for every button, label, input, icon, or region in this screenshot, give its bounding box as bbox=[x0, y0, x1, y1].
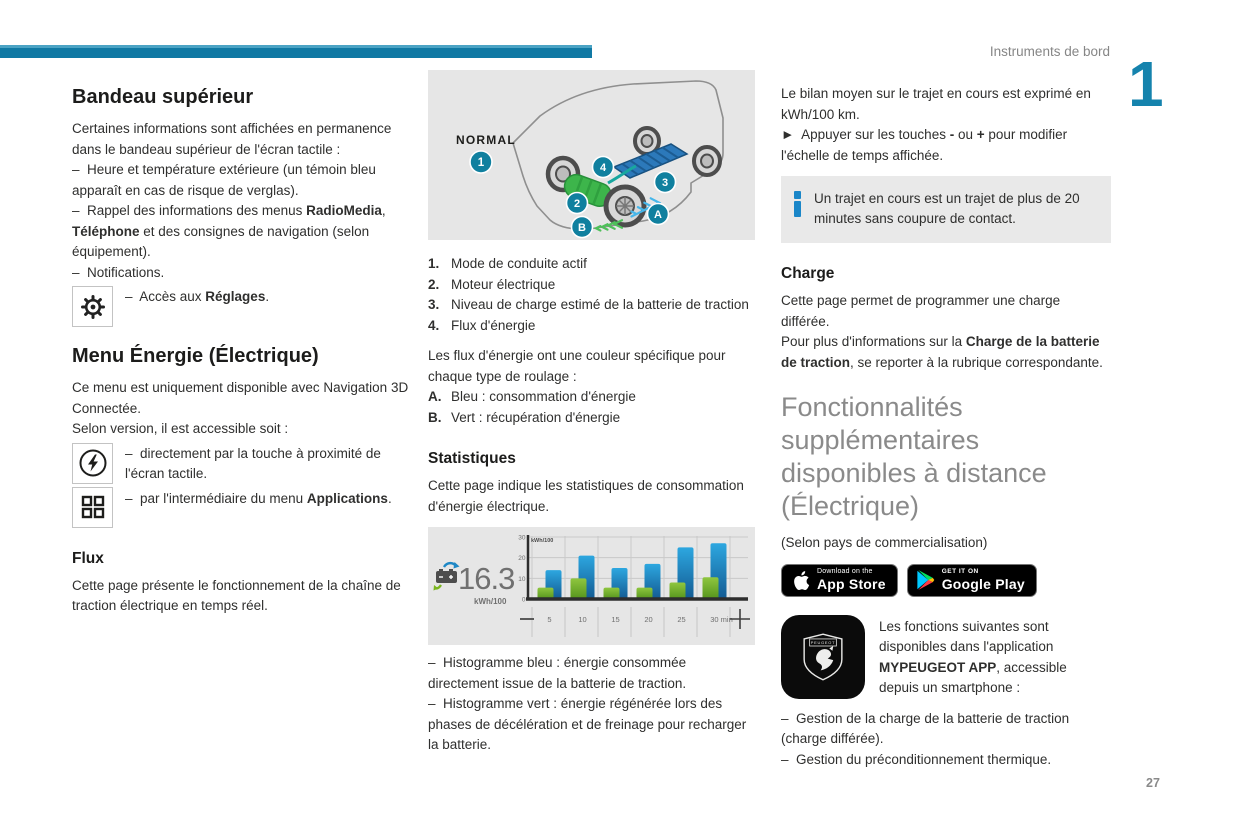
list-item: – Rappel des informations des menus RadioMedia, Téléphone et des consignes de navigation (selon équipement). bbox=[72, 203, 390, 259]
middle-column bbox=[428, 70, 755, 756]
list-item-gestion-preconditionnement: – Gestion du préconditionnement thermique. bbox=[781, 751, 1052, 767]
svg-text:B: B bbox=[578, 222, 586, 234]
action-line: ► Appuyer sur les touches - ou + pour modifier l'échelle de temps affichée. bbox=[781, 127, 1071, 163]
paragraph-statistiques: Cette page indique les statistiques de consommation d'énergie électrique. bbox=[428, 478, 748, 514]
callout-1 bbox=[470, 151, 492, 173]
info-text: Un trajet en cours est un trajet de plus de 20 minutes sans coupure de contact. bbox=[814, 191, 1084, 226]
info-note bbox=[781, 176, 1111, 243]
list-item-reglages: – Accès aux Réglages. bbox=[125, 289, 270, 304]
consumption-unit: kWh/100 bbox=[474, 597, 507, 606]
settings-row bbox=[72, 286, 410, 327]
peugeot-app-icon bbox=[781, 615, 865, 699]
svg-text:15: 15 bbox=[611, 615, 620, 624]
badge-small-text: GET IT ON bbox=[941, 568, 979, 576]
paragraph-mypeugeot: Les fonctions suivantes sont disponibles dans l'application MYPEUGEOT APP, accessible depuis un smartphone : bbox=[879, 618, 1071, 695]
callout-A bbox=[648, 204, 669, 225]
svg-text:2: 2 bbox=[573, 198, 581, 210]
svg-text:A: A bbox=[654, 209, 662, 221]
app-store-badge bbox=[781, 564, 898, 597]
heading-menu-energie: Menu Énergie (Électrique) bbox=[72, 345, 319, 367]
svg-text:4: 4 bbox=[599, 162, 607, 174]
list-item: 3. Niveau de charge estimé de la batterie de traction bbox=[428, 297, 749, 312]
apple-icon bbox=[791, 569, 810, 592]
list-item-gestion-charge: – Gestion de la charge de la batterie de traction (charge différée). bbox=[781, 710, 1073, 746]
store-badges bbox=[781, 564, 1111, 597]
svg-text:20: 20 bbox=[518, 555, 526, 563]
heading-charge: Charge bbox=[781, 265, 835, 282]
stats-bar-chart bbox=[518, 527, 755, 639]
google-play-badge bbox=[907, 564, 1037, 597]
heading-fonctionnalites: Fonctionnalités supplémentaires disponibles à distance (Électrique) bbox=[781, 392, 1047, 521]
callout-B bbox=[572, 217, 593, 238]
gear-icon bbox=[72, 286, 113, 327]
badge-small-text: Download on the bbox=[817, 567, 873, 575]
lion-glyph bbox=[816, 646, 833, 670]
paragraph-selon-pays: (Selon pays de commercialisation) bbox=[781, 535, 988, 550]
paragraph-bandeau-intro: Certaines informations sont affichées en permanence dans le bandeau supérieur de l'écran tactile : bbox=[72, 121, 396, 157]
drive-mode-label: NORMAL bbox=[456, 133, 516, 147]
list-item-B: B. Vert : récupération d'énergie bbox=[428, 409, 621, 425]
svg-text:1: 1 bbox=[477, 157, 485, 169]
svg-text:10: 10 bbox=[518, 575, 526, 583]
battery-flow-icon bbox=[433, 559, 461, 593]
paragraph-charge-1: Cette page permet de programmer une charge différée. bbox=[781, 293, 1064, 329]
svg-text:kWh/100: kWh/100 bbox=[531, 538, 554, 544]
list-item: 1. Mode de conduite actif bbox=[428, 256, 587, 271]
right-column bbox=[781, 84, 1111, 770]
svg-text:20: 20 bbox=[644, 615, 653, 624]
header-accent-bar bbox=[0, 45, 592, 58]
svg-text:10: 10 bbox=[578, 615, 587, 624]
wheel-front-right bbox=[694, 147, 720, 175]
list-item-touche: – directement par la touche à proximité de l'écran tactile. bbox=[125, 445, 385, 481]
paragraph: Ce menu est uniquement disponible avec Navigation 3D Connectée. bbox=[72, 380, 412, 416]
list-item-A: A. Bleu : consommation d'énergie bbox=[428, 389, 636, 404]
paragraph-charge-2: Pour plus d'informations sur la Charge de la batterie de traction, se reporter à la rubrique correspondante. bbox=[781, 334, 1104, 370]
info-icon bbox=[794, 189, 801, 229]
callout-4 bbox=[593, 157, 614, 178]
paragraph-flux: Cette page présente le fonctionnement de la chaîne de traction électrique en temps réel. bbox=[72, 577, 405, 613]
paragraph: Selon version, il est accessible soit : bbox=[72, 421, 289, 436]
list-item: 2. Moteur électrique bbox=[428, 276, 556, 292]
svg-text:5: 5 bbox=[547, 615, 552, 624]
consumption-readout bbox=[428, 527, 518, 645]
wheel-front-left bbox=[606, 187, 644, 225]
callout-3 bbox=[655, 172, 676, 193]
list-item-histogramme-bleu: – Histogramme bleu : énergie consommée directement issue de la batterie de traction. bbox=[428, 655, 690, 691]
statistics-figure bbox=[428, 527, 755, 645]
left-column bbox=[72, 84, 410, 617]
paragraph-bilan: Le bilan moyen sur le trajet en cours est exprimé en kWh/100 km. bbox=[781, 86, 1095, 122]
energy-key-row bbox=[72, 443, 410, 485]
svg-text:25: 25 bbox=[677, 615, 686, 624]
badge-big-text: App Store bbox=[817, 575, 886, 592]
heading-flux: Flux bbox=[72, 549, 104, 567]
list-item-applications: – par l'intermédiaire du menu Applications. bbox=[125, 490, 392, 506]
badge-big-text: Google Play bbox=[941, 575, 1025, 592]
svg-text:0: 0 bbox=[521, 596, 526, 604]
header-section-label: Instruments de bord bbox=[989, 44, 1110, 59]
heading-statistiques: Statistiques bbox=[428, 450, 516, 467]
green-flow-arrows bbox=[596, 220, 622, 230]
google-play-icon bbox=[917, 570, 935, 590]
applications-grid-icon bbox=[72, 487, 113, 528]
list-item: – Notifications. bbox=[72, 264, 165, 280]
energy-bolt-icon bbox=[72, 443, 113, 484]
applications-row bbox=[72, 488, 410, 528]
svg-text:30: 30 bbox=[518, 534, 526, 542]
mypeugeot-row bbox=[781, 615, 1111, 699]
heading-bandeau-superieur: Bandeau supérieur bbox=[72, 86, 254, 108]
list-item: 4. Flux d'énergie bbox=[428, 317, 536, 333]
list-item: – Heure et température extérieure (un témoin bleu apparaît en cas de risque de verglas). bbox=[72, 162, 380, 198]
list-item-histogramme-vert: – Histogramme vert : énergie régénérée lors des phases de décélération et de freinage pour recharger la batterie. bbox=[428, 696, 750, 752]
peugeot-wordmark: PEUGEOT bbox=[810, 639, 836, 645]
energy-flow-figure bbox=[428, 70, 755, 240]
svg-text:3: 3 bbox=[661, 177, 669, 189]
callout-2 bbox=[567, 193, 588, 214]
consumption-value: 16.3 bbox=[458, 561, 515, 596]
page-number: 27 bbox=[1146, 776, 1160, 790]
chapter-number: 1 bbox=[1128, 48, 1164, 120]
figure1-legend bbox=[428, 254, 755, 336]
paragraph-flux-couleurs: Les flux d'énergie ont une couleur spécifique pour chaque type de roulage : bbox=[428, 348, 730, 384]
svg-text:30 min: 30 min bbox=[710, 615, 733, 624]
